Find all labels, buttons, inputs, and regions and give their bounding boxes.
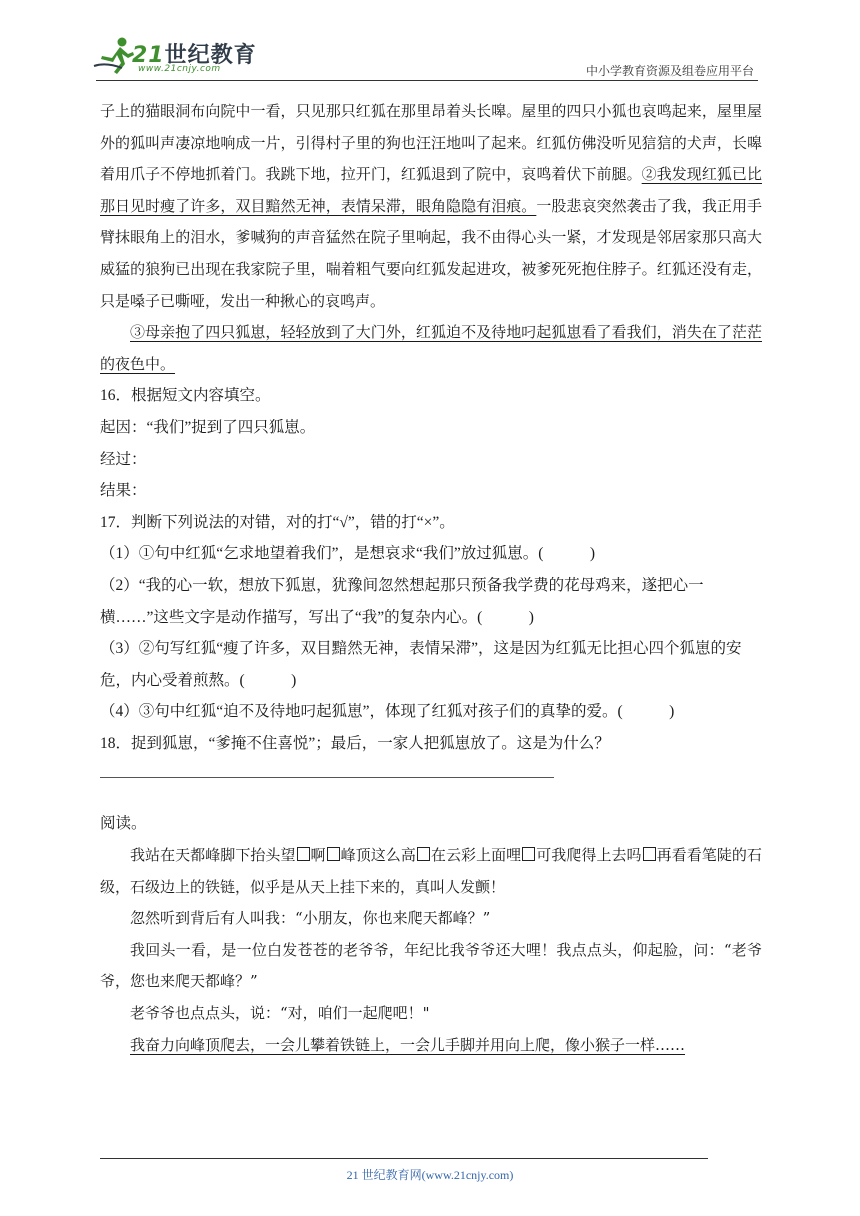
- q18-answer-line[interactable]: [100, 759, 554, 778]
- question-18: 18．捉到狐崽，“爹掩不住喜悦”；最后，一家人把狐崽放了。这是为什么？: [100, 734, 610, 752]
- q16-process: 经过：: [100, 450, 147, 468]
- p1-part-5: 可我爬得上去吗: [536, 846, 642, 865]
- passage2-paragraph1: [100, 840, 762, 903]
- passage2-paragraph3: 我回头一看，是一位白发苍苍的老爷爷，年纪比我爷爷还大哩！我点点头，仰起脸，问：“老爷爷，您也来爬天都峰？”: [100, 940, 762, 991]
- passage2-underlined-sentence: 我奋力向峰顶爬去，一会儿攀着铁链上，一会儿手脚并用向上爬，像小猴子一样……: [130, 1035, 686, 1054]
- passage1-paragraph1: [100, 96, 762, 317]
- passage1-text-start: 子上的猫眼洞布向院中一看，只见那只红狐在那里昂着头长嗥。屋里的四只小狐也哀鸣起来，屋里屋外的狐叫声凄凉地响成一片，引得村子里的狗也汪汪地叫了起来。红狐仿佛没听见狺狺的犬声，长嗥着用爪子不停地抓着门。我跳下地，拉开门，红狐退到了院中，哀鸣着伏下前腿。: [100, 102, 762, 184]
- passage2-paragraph4: 老爷爷也点点头，说：“对，咱们一起爬吧！": [130, 1004, 430, 1023]
- q17-item-3: （3）②句写红狐“瘦了许多，双目黯然无神，表情呆滞”，这是因为红狐无比担心四个狐崽的安危，内心受着煎熬。( ): [100, 640, 742, 689]
- passage2-heading: 阅读。: [100, 815, 147, 833]
- p1-part-1: 我站在天都峰脚下抬头望: [130, 846, 296, 865]
- p1-part-3: 峰顶这么高: [340, 846, 416, 865]
- page-footer: 21 世纪教育网(www.21cnjy.com): [346, 1168, 514, 1182]
- sentence-3-underlined: ③母亲抱了四只狐崽，轻轻放到了大门外，红狐迫不及待地叼起狐崽看了看我们，消失在了茫茫的夜色中。: [100, 323, 762, 373]
- punctuation-blank-box[interactable]: [522, 847, 535, 861]
- question-17: 17．判断下列说法的对错，对的打“√”，错的打“×”。: [100, 513, 455, 531]
- sentence-2-underlined: ②我发现红狐已比那日见时瘦了许多，双目黯然无神，表情呆滞，眼角隐隐有泪痕。: [100, 165, 762, 215]
- punctuation-blank-box[interactable]: [297, 847, 310, 861]
- q16-cause: 起因：“我们”捉到了四只狐崽。: [100, 418, 316, 436]
- platform-name: 中小学教育资源及组卷应用平台: [585, 64, 754, 78]
- p1-part-6: 再看看笔陡的石级，石级边上的铁链，似乎是从天上挂下来的，真叫人发颤！: [100, 846, 762, 896]
- punctuation-blank-box[interactable]: [417, 847, 430, 861]
- passage2-paragraph2: 忽然听到背后有人叫我：“小朋友，你也来爬天都峰？”: [130, 909, 491, 928]
- logo-number: 21: [132, 43, 165, 68]
- q17-item-1: （1）①句中红狐“乞求地望着我们”，是想哀求“我们”放过狐崽。( ): [100, 545, 596, 563]
- punctuation-blank-box[interactable]: [643, 847, 656, 861]
- document-body: [100, 96, 762, 1061]
- logo-url: www.21cnjy.com: [138, 64, 221, 74]
- punctuation-blank-box[interactable]: [327, 847, 340, 861]
- passage1-text-end: 一股悲哀突然袭击了我，我正用手臂抹眼角上的泪水，爹喊狗的声音猛然在院子里响起，我不由得心头一紧，才发现是邻居家那只高大威猛的狼狗已出现在我家院子里，喘着粗气要向红狐发起进攻，被爹死死抱住脖子。红狐还没有走，只是嗓子已嘶哑，发出一种揪心的哀鸣声。: [100, 196, 762, 310]
- q17-item-2: （2）“我的心一软，想放下狐崽，犹豫间忽然想起那只预备我学费的花母鸡来，遂把心一横……”这些文字是动作描写，写出了“我”的复杂内心。( ): [100, 576, 704, 626]
- q17-item-4: （4）③句中红狐“迫不及待地叼起狐崽”，体现了红狐对孩子们的真挚的爱。( ): [100, 703, 675, 721]
- footer-divider: [100, 1158, 708, 1159]
- logo-brand: 世纪教育: [164, 43, 257, 68]
- passage2-paragraph5: [100, 1030, 762, 1062]
- passage1-paragraph2: [100, 317, 762, 380]
- question-16: 16．根据短文内容填空。: [100, 387, 271, 405]
- page-header: [0, 0, 860, 82]
- p1-part-4: 在云彩上面哩: [430, 846, 522, 865]
- site-logo: [92, 36, 262, 80]
- q16-result: 结果：: [100, 482, 147, 500]
- header-divider: [96, 80, 758, 81]
- p1-part-2: 啊: [310, 846, 326, 865]
- section-gap: [100, 782, 762, 808]
